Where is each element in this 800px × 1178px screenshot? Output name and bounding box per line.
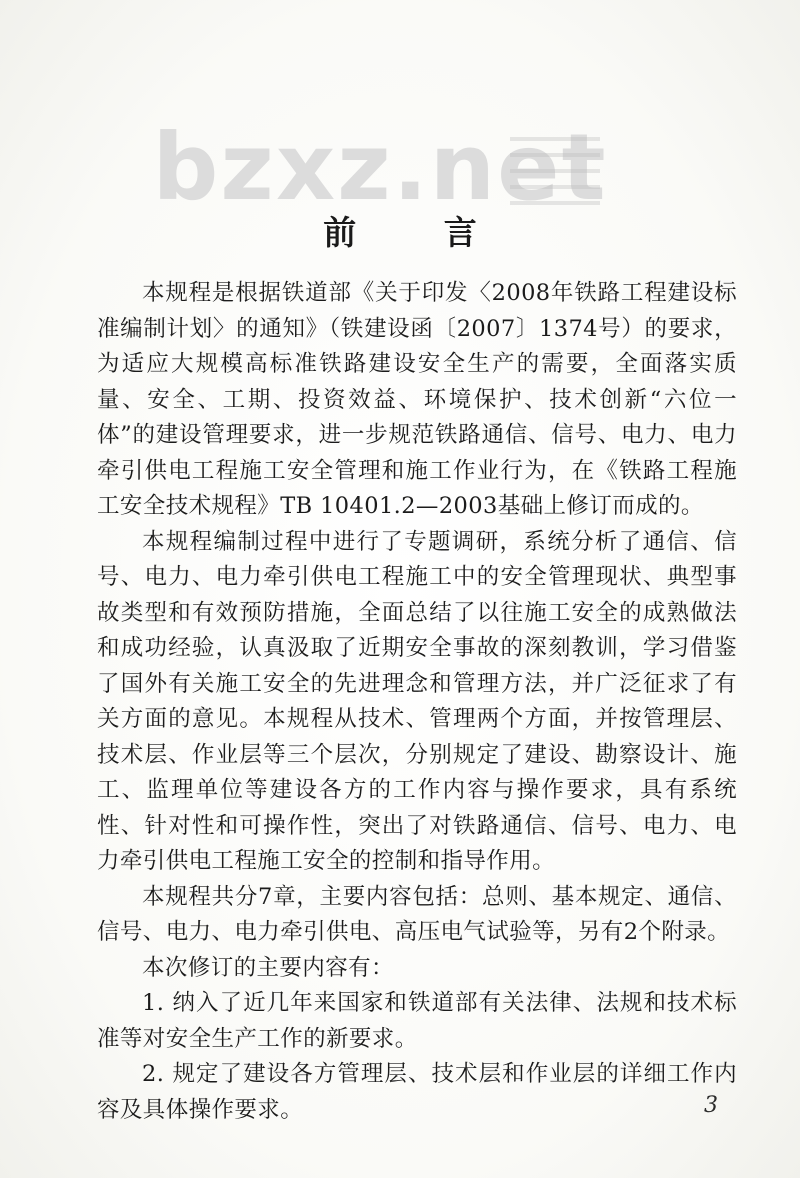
paragraph-chapters: 本规程共分7章，主要内容包括：总则、基本规定、通信、信号、电力、电力牵引供电、高压电气试验等，另有2个附录。 — [97, 883, 737, 945]
paragraph-basis: 本规程是根据铁道部《关于印发〈2008年铁路工程建设标准编制计划〉的通知》（铁建设函〔2007〕1374号）的要求，为适应大规模高标准铁路建设安全生产的需要，全面落实质量、安全、工期、投资效益、环境保护、技术创新“六位一体”的建设管理要求，进一步规范铁路通信、信号、电力、电力牵引供电工程施工安全管理和施工作业行为，在《铁路工程施工安全技术规程》TB 10401.2—2003基础上修订而成的。 — [97, 280, 737, 519]
show-through-marks — [510, 125, 600, 225]
paragraph-revision-1: 1. 纳入了近几年来国家和铁道部有关法律、法规和技术标准等对安全生产工作的新要求。 — [97, 990, 737, 1052]
watermark-text: bzxz.net — [152, 114, 608, 221]
paragraph-revision-2: 2. 规定了建设各方管理层、技术层和作业层的详细工作内容及具体操作要求。 — [97, 1061, 737, 1123]
section-title: 前 言 — [323, 213, 515, 252]
page-number: 3 — [704, 1093, 718, 1118]
body-text — [97, 276, 737, 1128]
paragraph-revision-intro: 本次修订的主要内容有： — [142, 954, 394, 981]
paragraph-process: 本规程编制过程中进行了专题调研，系统分析了通信、信号、电力、电力牵引供电工程施工中的安全管理现状、典型事故类型和有效预防措施，全面总结了以往施工安全的成熟做法和成功经验，认真汲取了近期安全事故的深刻教训，学习借鉴了国外有关施工安全的先进理念和管理方法，并广泛征求了有关方面的意见。本规程从技术、管理两个方面，并按管理层、技术层、作业层等三个层次，分别规定了建设、勘察设计、施工、监理单位等建设各方的工作内容与操作要求，具有系统性、针对性和可操作性，突出了对铁路通信、信号、电力、电力牵引供电工程施工安全的控制和指导作用。 — [97, 528, 737, 874]
